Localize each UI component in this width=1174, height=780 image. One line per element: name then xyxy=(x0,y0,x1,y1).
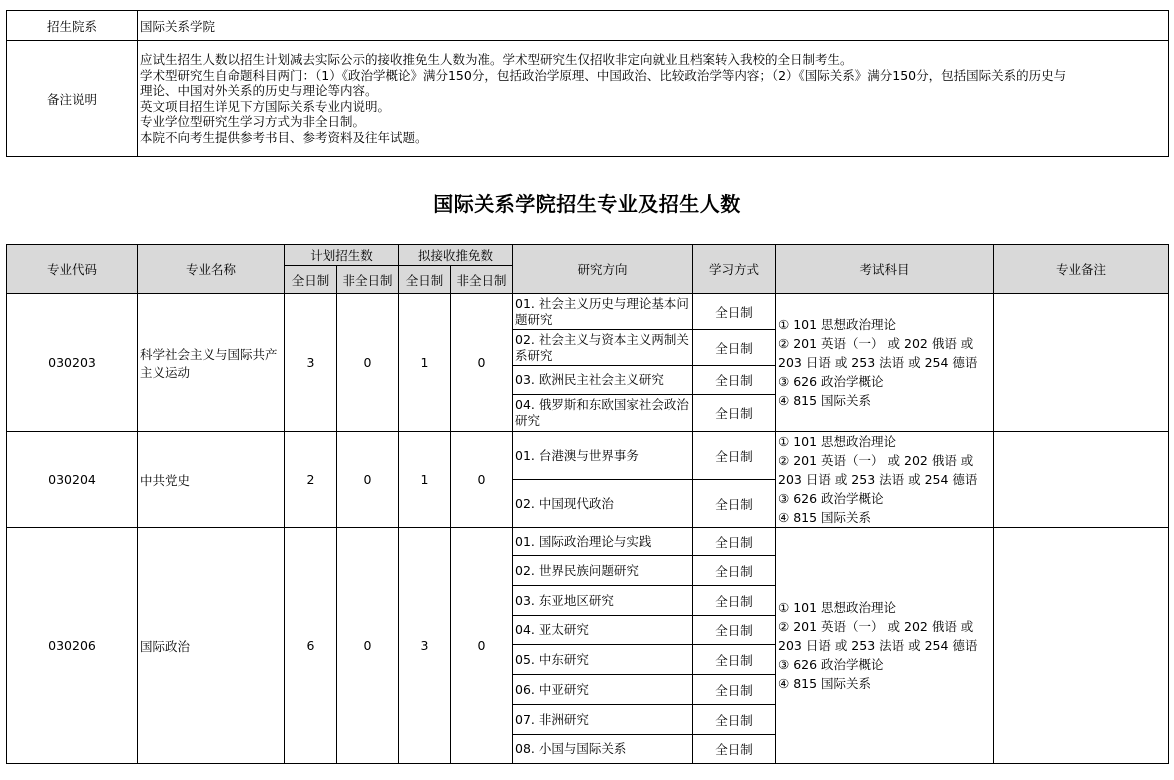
plan-parttime: 0 xyxy=(337,432,399,528)
research-direction: 08. 小国与国际关系 xyxy=(513,735,693,764)
major-code: 030204 xyxy=(7,432,138,528)
study-mode: 全日制 xyxy=(693,528,776,556)
notes-content xyxy=(138,41,1169,157)
table-row xyxy=(7,432,1169,480)
plan-fulltime: 2 xyxy=(285,432,337,528)
rec-fulltime: 1 xyxy=(399,432,451,528)
research-direction: 02. 世界民族问题研究 xyxy=(513,556,693,586)
research-direction: 05. 中东研究 xyxy=(513,645,693,675)
exam-line: ② 201 英语（一） 或 202 俄语 或 xyxy=(778,336,974,351)
rec-fulltime: 1 xyxy=(399,294,451,432)
exam-line: ③ 626 政治学概论 xyxy=(778,374,884,389)
study-mode: 全日制 xyxy=(693,294,776,330)
plan-fulltime: 3 xyxy=(285,294,337,432)
plan-parttime: 0 xyxy=(337,528,399,764)
major-name: 科学社会主义与国际共产主义运动 xyxy=(138,294,285,432)
exam-line: ① 101 思想政治理论 xyxy=(778,434,897,449)
header-plan-parttime: 非全日制 xyxy=(337,266,399,294)
research-direction: 02. 中国现代政治 xyxy=(513,480,693,528)
exam-line: ① 101 思想政治理论 xyxy=(778,600,897,615)
major-code: 030203 xyxy=(7,294,138,432)
study-mode: 全日制 xyxy=(693,480,776,528)
exam-line: ④ 815 国际关系 xyxy=(778,393,872,408)
research-direction: 01. 台港澳与世界事务 xyxy=(513,432,693,480)
research-direction: 03. 东亚地区研究 xyxy=(513,586,693,616)
study-mode: 全日制 xyxy=(693,735,776,764)
header-direction: 研究方向 xyxy=(513,245,693,294)
exam-line: 203 日语 或 253 法语 或 254 德语 xyxy=(778,355,978,370)
exam-line: ④ 815 国际关系 xyxy=(778,510,872,525)
note-line: 专业学位型研究生学习方式为非全日制。 xyxy=(140,114,366,129)
plan-parttime: 0 xyxy=(337,294,399,432)
header-plan-fulltime: 全日制 xyxy=(285,266,337,294)
study-mode: 全日制 xyxy=(693,330,776,366)
exam-line: ② 201 英语（一） 或 202 俄语 或 xyxy=(778,619,974,634)
table-row xyxy=(7,294,1169,330)
study-mode: 全日制 xyxy=(693,395,776,432)
exam-line: ① 101 思想政治理论 xyxy=(778,317,897,332)
major-remarks xyxy=(994,294,1169,432)
research-direction: 07. 非洲研究 xyxy=(513,705,693,735)
section-title: 国际关系学院招生专业及招生人数 xyxy=(433,192,741,216)
enrollment-table xyxy=(6,244,1169,764)
notes-label: 备注说明 xyxy=(7,41,138,157)
exam-subjects xyxy=(776,432,994,528)
exam-line: ③ 626 政治学概论 xyxy=(778,491,884,506)
header-code: 专业代码 xyxy=(7,245,138,294)
major-remarks xyxy=(994,432,1169,528)
exam-subjects xyxy=(776,528,994,764)
study-mode: 全日制 xyxy=(693,705,776,735)
research-direction: 06. 中亚研究 xyxy=(513,675,693,705)
college-value: 国际关系学院 xyxy=(138,11,1169,41)
note-line: 英文项目招生详见下方国际关系专业内说明。 xyxy=(140,98,391,114)
note-line: 理论、中国对外关系的历史与理论等内容。 xyxy=(140,83,378,98)
rec-parttime: 0 xyxy=(451,432,513,528)
header-rec-fulltime: 全日制 xyxy=(399,266,451,294)
research-direction: 02. 社会主义与资本主义两制关系研究 xyxy=(513,330,693,366)
study-mode: 全日制 xyxy=(693,586,776,616)
header-exam: 考试科目 xyxy=(776,245,994,294)
header-remarks: 专业备注 xyxy=(994,245,1169,294)
header-recommend: 拟接收推免数 xyxy=(399,245,513,266)
study-mode: 全日制 xyxy=(693,616,776,645)
header-name: 专业名称 xyxy=(138,245,285,294)
exam-line: 203 日语 或 253 法语 或 254 德语 xyxy=(778,472,978,487)
research-direction: 03. 欧洲民主社会主义研究 xyxy=(513,366,693,395)
plan-fulltime: 6 xyxy=(285,528,337,764)
study-mode: 全日制 xyxy=(693,432,776,480)
research-direction: 01. 社会主义历史与理论基本问题研究 xyxy=(513,294,693,330)
study-mode: 全日制 xyxy=(693,645,776,675)
study-mode: 全日制 xyxy=(693,675,776,705)
study-mode: 全日制 xyxy=(693,366,776,395)
research-direction: 04. 亚太研究 xyxy=(513,616,693,645)
header-plan: 计划招生数 xyxy=(285,245,399,266)
note-line: 本院不向考生提供参考书目、参考资料及往年试题。 xyxy=(140,129,428,145)
exam-line: 203 日语 或 253 法语 或 254 德语 xyxy=(778,638,978,653)
note-line: 学术型研究生自命题科目两门：（1）《政治学概论》满分150分，包括政治学原理、中国政治、比较政治学等内容；（2）《国际关系》满分150分，包括国际关系的历史与 xyxy=(140,67,1067,83)
header-rec-parttime: 非全日制 xyxy=(451,266,513,294)
rec-fulltime: 3 xyxy=(399,528,451,764)
exam-subjects xyxy=(776,294,994,432)
major-code: 030206 xyxy=(7,528,138,764)
exam-line: ④ 815 国际关系 xyxy=(778,676,872,691)
exam-line: ③ 626 政治学概论 xyxy=(778,657,884,672)
major-remarks xyxy=(994,528,1169,764)
research-direction: 04. 俄罗斯和东欧国家社会政治研究 xyxy=(513,395,693,432)
rec-parttime: 0 xyxy=(451,528,513,764)
table-row xyxy=(7,528,1169,556)
study-mode: 全日制 xyxy=(693,556,776,586)
college-label: 招生院系 xyxy=(7,11,138,41)
research-direction: 01. 国际政治理论与实践 xyxy=(513,528,693,556)
exam-line: ② 201 英语（一） 或 202 俄语 或 xyxy=(778,453,974,468)
major-name: 国际政治 xyxy=(138,528,285,764)
header-mode: 学习方式 xyxy=(693,245,776,294)
major-name: 中共党史 xyxy=(138,432,285,528)
note-line: 应试生招生人数以招生计划减去实际公示的接收推免生人数为准。学术型研究生仅招收非定向就业且档案转入我校的全日制考生。 xyxy=(140,52,853,67)
college-info-table xyxy=(6,10,1169,157)
rec-parttime: 0 xyxy=(451,294,513,432)
